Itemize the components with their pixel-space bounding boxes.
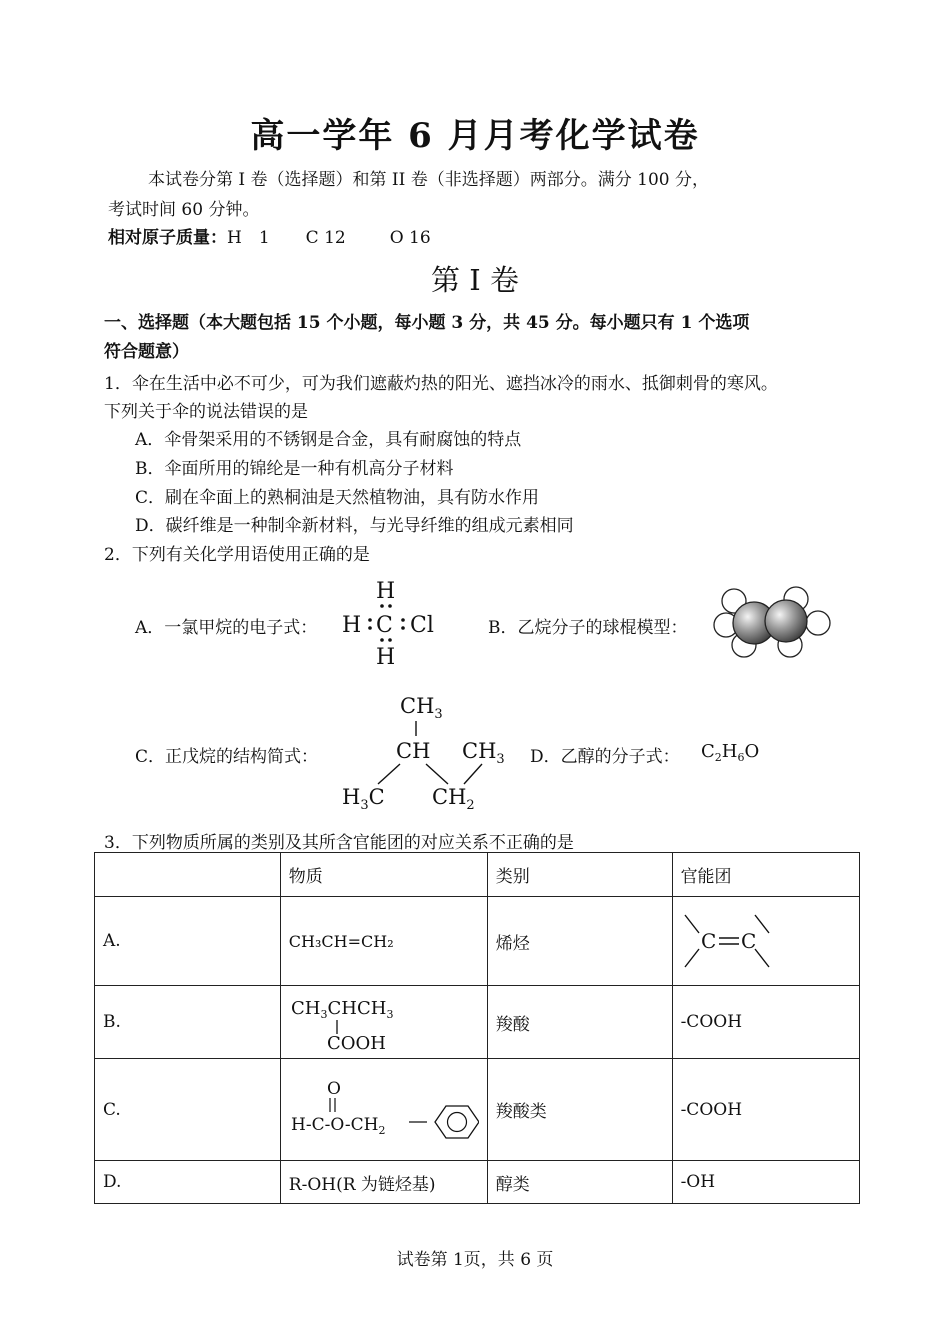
sub-3: 3 (360, 798, 369, 812)
c-atom (765, 600, 807, 642)
b-sub: 3 (386, 1008, 394, 1021)
sub-3: 3 (434, 707, 443, 722)
page-footer: 试卷第 1页，共 6 页 (396, 1250, 554, 1270)
h3c-c: C (368, 785, 385, 809)
row-label: C. (95, 1059, 281, 1161)
q3-stem: 3．下列物质所属的类别及其所含官能团的对应关系不正确的是 (104, 833, 574, 853)
q2-option-c: C．正戊烷的结构简式： (135, 747, 319, 767)
category-cell: 羧酸 (487, 986, 672, 1059)
ef-cl: Cl (410, 613, 434, 638)
ch-center: CH (396, 739, 431, 763)
h-symbol: H (721, 741, 738, 762)
q2-option-b: B．乙烷分子的球棍模型： (488, 618, 688, 638)
category-cell: 烯烃 (487, 897, 672, 986)
intro-line-2: 考试时间 60 分钟。 (108, 200, 260, 220)
ef-c: C (376, 613, 393, 638)
atomic-mass (108, 223, 431, 248)
row-label: A. (95, 897, 281, 986)
q2-stem: 2．下列有关化学用语使用正确的是 (104, 545, 370, 565)
c-symbol: C (701, 741, 715, 762)
volume-title: 第 I 卷 (431, 263, 519, 297)
substance-cell: R-OH(R 为链烃基) (280, 1161, 487, 1204)
category-cell: 醇类 (487, 1161, 672, 1204)
section-heading: 一、选择题（本大题包括 15 个小题，每小题 3 分，共 45 分。每小题只有 1 个选项 (104, 313, 750, 333)
svg-text:CH3CHCH3 (291, 998, 393, 1021)
svg-text:H-C-O-CH2 (291, 1115, 385, 1137)
c-sub: 2 (378, 1123, 386, 1137)
ch3-right: CH (462, 739, 497, 763)
b-cooh: COOH (326, 1033, 386, 1052)
q1-stem: 1．伞在生活中必不可少，可为我们遮蔽灼热的阳光、遮挡冰冷的雨水、抵御刺骨的寒风。 (104, 374, 778, 394)
carbonyl-o: O (326, 1078, 341, 1099)
h-count: 6 (737, 751, 745, 764)
table-row (95, 1161, 860, 1204)
h-atom (806, 611, 830, 635)
b-ch: CH (290, 998, 321, 1019)
header-cell: 官能团 (672, 853, 859, 897)
benzene-ring (435, 1106, 479, 1138)
svg-text:CH3 (400, 694, 443, 722)
c-main: H-C-O-CH (290, 1114, 379, 1135)
q1-stem-cont: 下列关于伞的说法错误的是 (104, 402, 308, 422)
svg-text:C2H6O (701, 741, 759, 764)
atomic-mass-h: H 1 (227, 228, 270, 248)
group-cell: -OH (672, 1161, 859, 1204)
svg-text:CH2 (432, 785, 475, 812)
header-cell: 物质 (280, 853, 487, 897)
row-label: B. (95, 986, 281, 1059)
group-cell: -COOH (672, 1059, 859, 1161)
atomic-mass-o: O 16 (389, 228, 431, 248)
ch3-top: CH (400, 694, 435, 718)
q1-option-c: C．刷在伞面上的熟桐油是天然植物油，具有防水作用 (135, 488, 540, 508)
header-cell (95, 853, 281, 897)
table-row (95, 1059, 860, 1161)
atomic-mass-label: 相对原子质量： (108, 228, 227, 248)
group-cell (672, 897, 859, 986)
category-cell: 羧酸类 (487, 1059, 672, 1161)
electron-formula (338, 576, 448, 668)
b-chch: CHCH (327, 998, 387, 1019)
table-header-row (95, 853, 860, 897)
substance-cell: CH₃CH=CH₂ (280, 897, 487, 986)
ef-h-bottom: H (376, 645, 396, 668)
pentane-structure (338, 688, 518, 812)
svg-text:H3C (342, 785, 385, 812)
substance-cell (280, 986, 487, 1059)
section-heading-cont: 符合题意） (104, 342, 189, 362)
ch2-bottom: CH (432, 785, 467, 809)
ethane-ball-model (712, 585, 834, 661)
o-symbol: O (744, 741, 760, 762)
q1-option-b: B．伞面所用的锦纶是一种有机高分子材料 (135, 459, 454, 479)
page-title: 高一学年 6 月月考化学试卷 (250, 116, 700, 156)
ethanol-formula (699, 736, 769, 770)
sub-2: 2 (466, 798, 475, 812)
intro-line-1: 本试卷分第 I 卷（选择题）和第 II 卷（非选择题）两部分。满分 100 分， (148, 170, 710, 190)
q2-option-d: D．乙醇的分子式： (530, 747, 680, 767)
row-label: D. (95, 1161, 281, 1204)
group-cell: -COOH (672, 986, 859, 1059)
carbon-left: C (700, 929, 716, 953)
benzyl-formate (289, 1074, 479, 1146)
svg-text:CH3 (462, 739, 505, 767)
table-row (95, 897, 860, 986)
substance-cell (280, 1059, 487, 1161)
q1-option-a: A．伞骨架采用的不锈钢是合金，具有耐腐蚀的特点 (135, 430, 522, 450)
atomic-mass-c: C 12 (305, 228, 346, 248)
q2-option-a: A．一氯甲烷的电子式： (135, 618, 318, 638)
sub-3: 3 (496, 752, 505, 767)
ef-h-left: H (342, 613, 362, 638)
isobutyric-acid (289, 992, 409, 1052)
alkene-group (681, 909, 781, 973)
b-sub: 3 (320, 1008, 328, 1021)
h3c-h: H (342, 785, 361, 809)
carbon-right: C (740, 929, 756, 953)
classification-table (94, 852, 860, 1204)
table-row (95, 986, 860, 1059)
ef-h-top: H (376, 579, 396, 604)
header-cell: 类别 (487, 853, 672, 897)
c-count: 2 (714, 751, 722, 764)
q1-option-d: D．碳纤维是一种制伞新材料，与光导纤维的组成元素相同 (135, 516, 574, 536)
